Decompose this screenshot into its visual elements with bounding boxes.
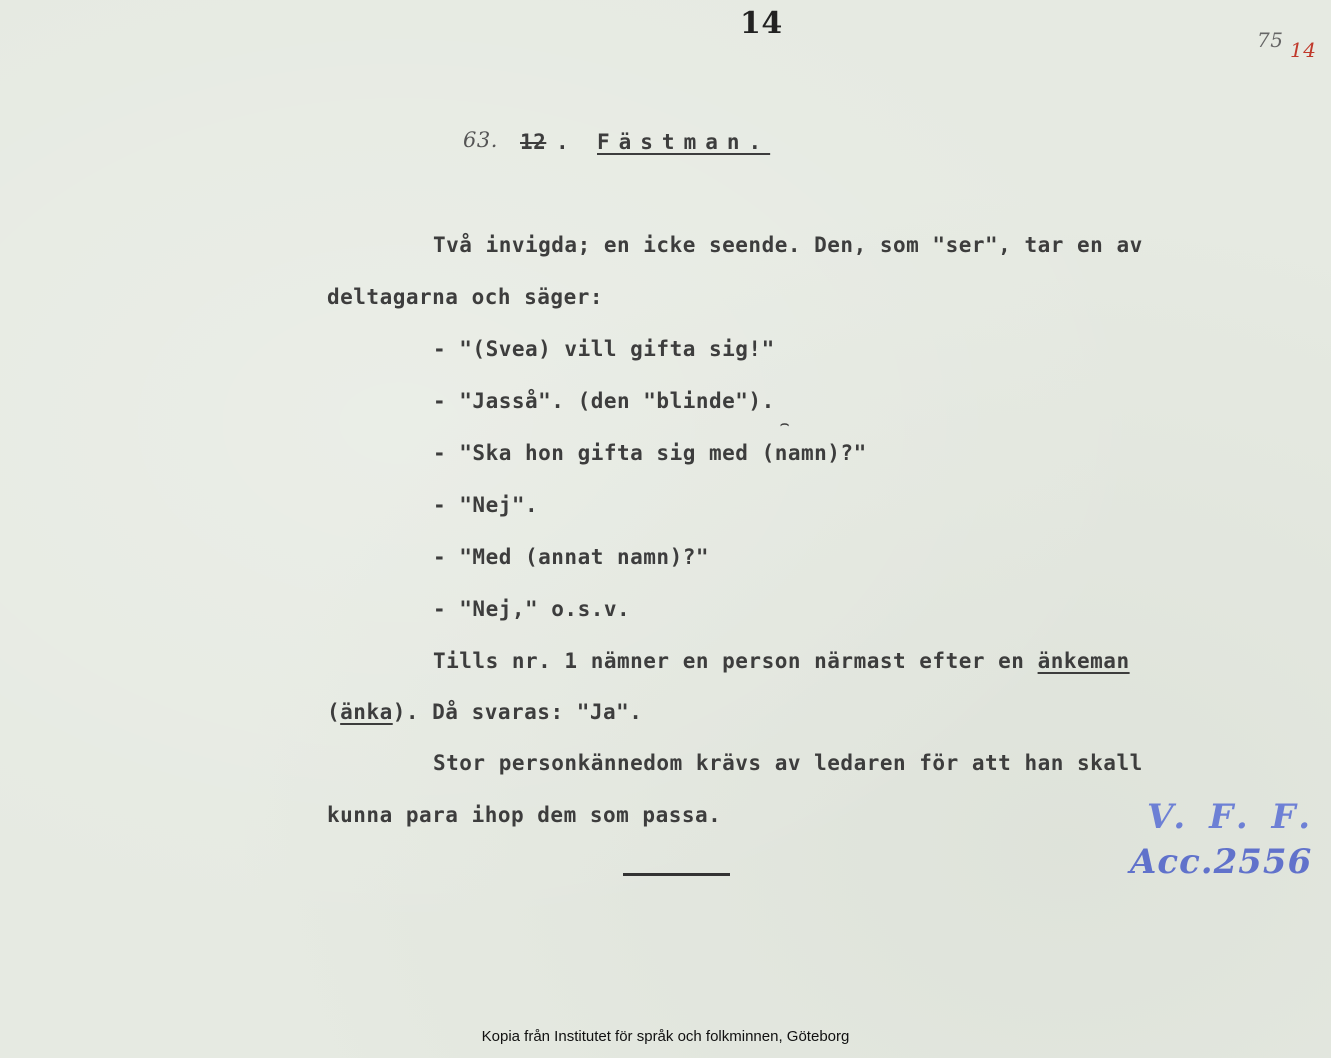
rule-line-2 [327, 700, 642, 724]
underlined-word-widow: änka [340, 700, 393, 724]
dialogue-line: - "Nej," o.s.v. [433, 597, 631, 621]
archive-stamp-line-1: V. F. F. [1147, 797, 1317, 837]
dialogue-line: - "Jasså". (den "blinde"). [433, 389, 775, 413]
rule-line-2-text: ). Då svaras: "Ja". [392, 700, 643, 724]
closing-line-2: kunna para ihop dem som passa. [327, 803, 722, 827]
archive-stamp-line-2: Acc.2556 [1130, 842, 1313, 882]
copy-footer: Kopia från Institutet för språk och folkminnen, Göteborg [481, 1028, 850, 1045]
intro-line-1: Två invigda; en icke seende. Den, som "ser", tar en av [433, 233, 1143, 257]
dialogue-line: - "Med (annat namn)?" [433, 545, 710, 569]
paren-open: ( [327, 700, 341, 724]
closing-line-1: Stor personkännedom krävs av ledaren för att han skall [433, 751, 1143, 775]
rule-line-1-text: Tills nr. 1 nämner en person närmast efter en [433, 649, 1038, 673]
caret-mark: ⌢ [780, 416, 790, 432]
rule-line-1 [433, 649, 1130, 673]
end-rule [623, 873, 730, 876]
dialogue-line: - "Ska hon gifta sig med (namn)?" [433, 441, 867, 465]
struck-number: 12 [520, 130, 547, 154]
heading-dot: . [556, 130, 570, 154]
page-number: 14 [740, 6, 783, 41]
handwritten-number: 63. [463, 128, 498, 152]
margin-note-new-number: 14 [1290, 38, 1317, 62]
section-title: Fästman. [597, 130, 771, 154]
margin-note-old-number: 75 [1257, 28, 1284, 52]
dialogue-line: - "(Svea) vill gifta sig!" [433, 337, 775, 361]
dialogue-line: - "Nej". [433, 493, 539, 517]
intro-line-2: deltagarna och säger: [327, 285, 604, 309]
underlined-word-widower: änkeman [1037, 649, 1130, 673]
